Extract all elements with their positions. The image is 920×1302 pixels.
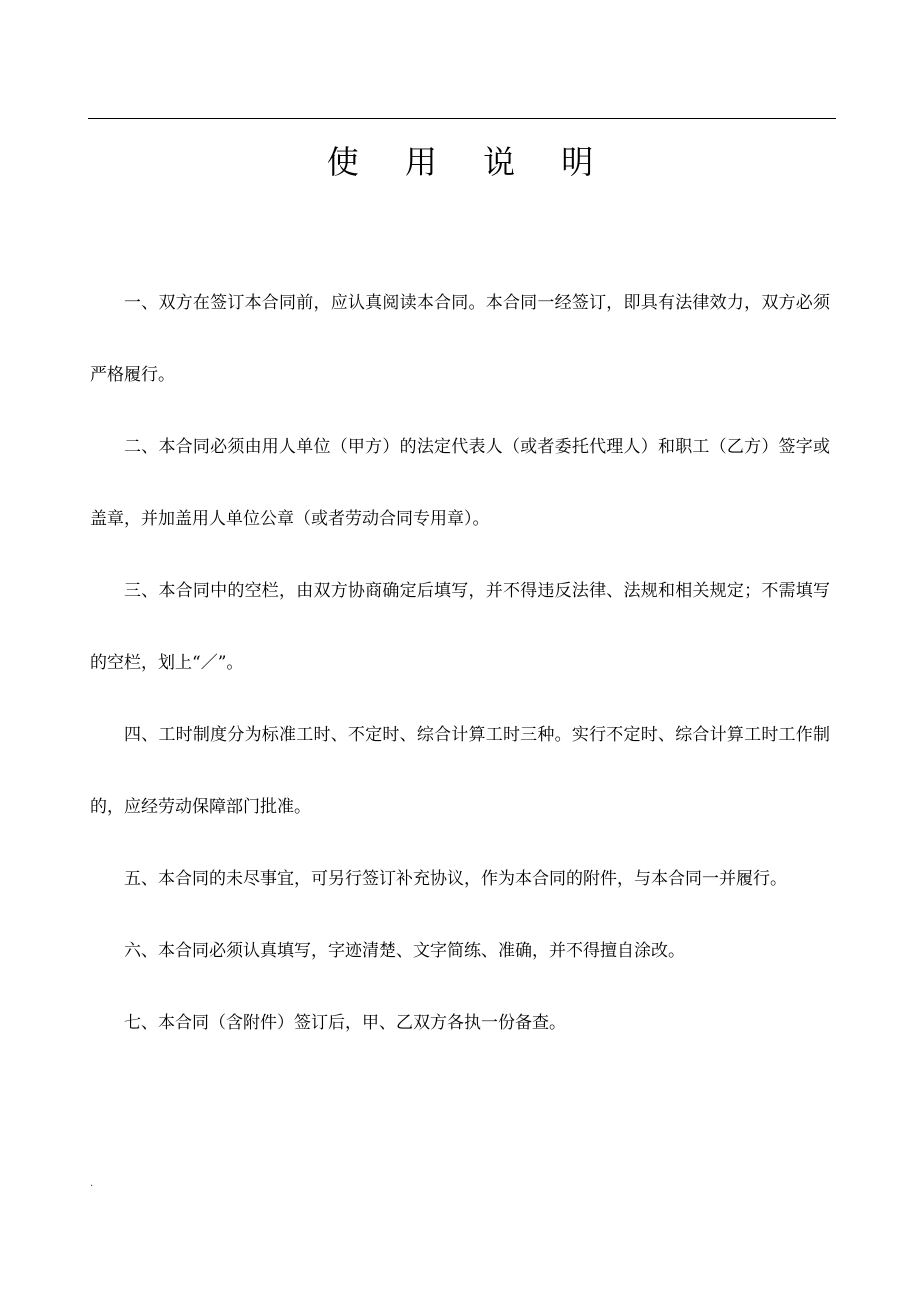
instruction-item-7: 七、本合同（含附件）签订后，甲、乙双方各执一份备查。 xyxy=(124,1013,566,1033)
page-title: 使 用 说 明 xyxy=(326,143,612,181)
footer-mark: . xyxy=(90,1178,94,1189)
instruction-item-2: 二、本合同必须由用人单位（甲方）的法定代表人（或者委托代理人）和职工（乙方）签字或盖章，并加盖用人单位公章（或者劳动合同专用章）。 xyxy=(90,437,830,529)
instruction-item-6: 六、本合同必须认真填写，字迹清楚、文字简练、准确，并不得擅自涂改。 xyxy=(124,941,685,961)
instruction-item-5: 五、本合同的未尽事宜，可另行签订补充协议，作为本合同的附件，与本合同一并履行。 xyxy=(124,869,787,889)
instruction-item-3: 三、本合同中的空栏，由双方协商确定后填写，并不得违反法律、法规和相关规定；不需填写的空栏，划上“／”。 xyxy=(90,581,830,673)
header-rule xyxy=(88,118,836,119)
instruction-item-4: 四、工时制度分为标准工时、不定时、综合计算工时三种。实行不定时、综合计算工时工作制的，应经劳动保障部门批准。 xyxy=(90,725,830,817)
instructions-body xyxy=(90,267,830,1059)
instruction-item-1: 一、双方在签订本合同前，应认真阅读本合同。本合同一经签订，即具有法律效力，双方必须严格履行。 xyxy=(90,293,830,385)
